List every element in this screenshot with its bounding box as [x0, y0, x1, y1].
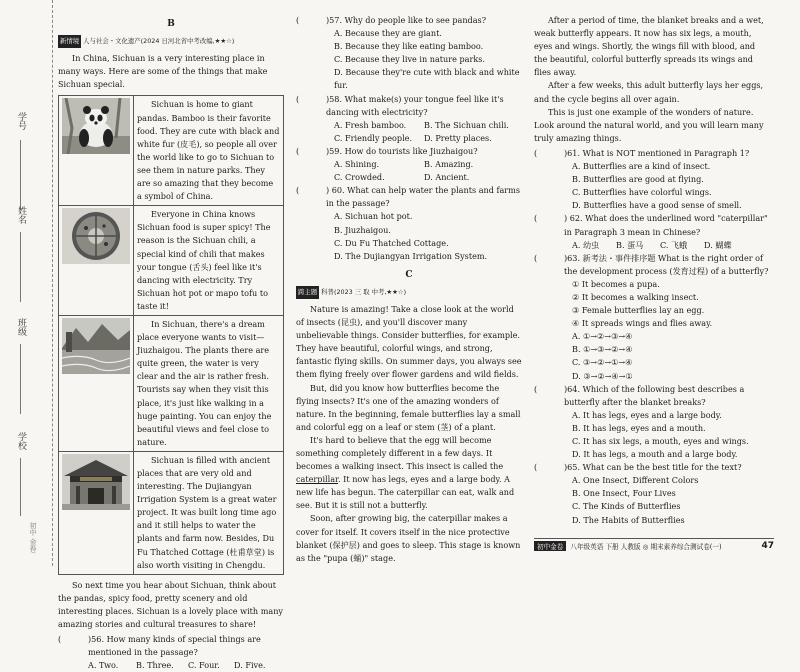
question	[296, 93, 522, 119]
option: B. One Insect, Four Lives	[572, 488, 676, 499]
option: A. Two.	[88, 660, 119, 671]
hotpot-icon	[62, 208, 130, 264]
strip-label-class: 班级	[16, 318, 26, 336]
option: D. Pretty places.	[424, 132, 492, 143]
footer-text: 八年级英语 下册 人教版 ◎ 期末素养综合测试卷(一)	[570, 543, 722, 551]
section-b-intro: In China, Sichuan is a very interesting place in many ways. Here are some of the things that make Sichuan special.	[58, 53, 268, 90]
item-text-food: Everyone in China knows Sichuan food is super spicy! The reason is the Sichuan chili, a special kind of chili that makes your tongue (舌头) feel like it's dancing with electricity. Try Sichuan hot pot or mapo tofu to taste it!	[134, 206, 284, 316]
column-2	[296, 14, 522, 565]
option: A. ①→②→③→④	[572, 331, 633, 342]
option: B. 蛋马	[616, 239, 644, 250]
answer-bracket: (	[296, 185, 310, 196]
option: A. One Insect, Different Colors	[572, 475, 699, 486]
strip-line	[20, 458, 21, 516]
section-c-paragraph-5: After a period of time, the blanket breaks and a wet, weak butterfly appears. It now has six legs, a mouth, eyes and wings. Shortly, the wings fill with blood, and the beautiful, colorful butterfly spreads its wings and flies away.	[534, 15, 764, 78]
question	[534, 461, 770, 474]
question	[296, 145, 522, 158]
option: B. Because they like eating bamboo.	[334, 41, 484, 52]
question	[534, 252, 770, 278]
question	[296, 184, 522, 210]
answer-bracket: (	[534, 462, 548, 473]
question-stem: )58. What make(s) your tongue feel like it's dancing with electricity?	[326, 93, 504, 117]
answer-bracket: (	[534, 252, 548, 263]
option: C. The Kinds of Butterflies	[572, 501, 681, 512]
question	[534, 383, 770, 409]
answer-bracket: (	[534, 383, 548, 394]
answer-bracket: (	[534, 213, 548, 224]
item-text-jiuzhaigou: In Sichuan, there's a dream place everyone wants to visit—Jiuzhaigou. The plants there are quite green, the water is very clear and the air is rather fresh. Tourists say when they visit this place, it's just like walking in a huge painting. You can enjoy the beautiful views and feel close to nature.	[134, 315, 284, 451]
option: B. ①→③→②→④	[572, 344, 633, 355]
option: ② It becomes a walking insect.	[572, 291, 699, 302]
panda-photo	[59, 96, 134, 206]
strip-label-id: 学号	[16, 112, 26, 130]
option: D. Because they're cute with black and white fur.	[334, 67, 520, 91]
option: C. Du Fu Thatched Cottage.	[334, 237, 449, 248]
answer-bracket: (	[296, 15, 310, 25]
option: C. Butterflies have colorful wings.	[572, 187, 712, 198]
sichuan-table	[58, 95, 284, 574]
strip-label-name: 姓名	[16, 206, 26, 224]
option-row	[296, 119, 522, 132]
column-3	[534, 14, 770, 527]
question-stem: )64. Which of the following best describes a butterfly after the blanket breaks?	[564, 383, 745, 407]
question	[534, 147, 770, 160]
section-c-paragraph-2: But, did you know how butterflies become the flying insects? It's one of the amazing wonders of nature. In the beginning, female butterflies lay a small and colorful egg on a leaf or stem (茎) of a plant.	[296, 382, 521, 432]
question-stem: )61. What is NOT mentioned in Paragraph 1?	[564, 147, 750, 158]
option: ③ Female butterflies lay an egg.	[572, 305, 705, 316]
item-text-ancient-places: Sichuan is filled with ancient places that are very old and interesting. The Dujiangyan Irrigation System is a great water project. It was built long time ago and it still helps to water the plants and farm now. Besides, Du Fu Thatched Cottage (杜甫草堂) is also worth visiting in Chengdu.	[134, 451, 284, 574]
option-row	[296, 171, 522, 184]
questions-57-60	[296, 14, 522, 263]
option-row	[296, 158, 522, 171]
section-b-source: 新情境 人与社会・文化遗产(2024 日河北省中考改编,★★☆)	[58, 35, 284, 48]
table-row	[59, 451, 284, 574]
section-c-paragraph-6: After a few weeks, this adult butterfly lays her eggs, and the cycle begins all over again.	[534, 80, 764, 104]
option: B. Butterflies are good at flying.	[572, 174, 704, 185]
footer-brand: 初中金卷	[534, 541, 566, 551]
table-row	[59, 96, 284, 206]
option: C. It has six legs, a mouth, eyes and wings.	[572, 436, 749, 446]
option: C. Because they live in nature parks.	[334, 54, 486, 65]
question-stem: )65. What can be the best title for the text?	[564, 462, 742, 473]
item-text-pandas: Sichuan is home to giant pandas. Bamboo is their favorite food. They are cute with black and white fur (皮毛), so people all over the world like to go to Sichuan to see them in nature parks. They are so amazing that they become a symbol of China.	[134, 96, 284, 206]
option: C. Crowded.	[334, 172, 385, 183]
question	[534, 212, 770, 238]
section-b-title: B	[167, 19, 175, 29]
option: A. Fresh bamboo.	[334, 119, 407, 130]
option: C. Friendly people.	[334, 132, 413, 143]
option: D. The Habits of Butterflies	[572, 514, 685, 525]
underlined-word: caterpillar	[296, 474, 339, 485]
landscape-icon	[62, 318, 130, 374]
option: A. 幼虫	[572, 239, 600, 250]
option: B. The Sichuan chili.	[424, 119, 509, 130]
question-stem: )63. 新考法・事件排序题 What is the right order of the development process (发育过程) of a butterfly?	[564, 252, 769, 276]
answer-bracket: (	[296, 93, 310, 104]
option: A. Sichuan hot pot.	[334, 211, 413, 222]
option: D. It has legs, a mouth and a large body.	[572, 449, 738, 460]
option: ④ It spreads wings and flies away.	[572, 318, 713, 329]
option: D. 蝴蝶	[704, 239, 732, 250]
option: D. Ancient.	[424, 172, 470, 183]
table-row	[59, 206, 284, 316]
questions-61-65	[534, 147, 770, 527]
option: C. Four.	[188, 660, 220, 671]
question-56-options	[58, 659, 284, 672]
cottage-photo	[59, 451, 134, 574]
strip-line	[20, 140, 21, 210]
binding-strip	[0, 0, 53, 566]
option: B. Three.	[136, 660, 174, 671]
section-c-source: 跨主题 科普(2023 三 取 中考,★★☆)	[296, 286, 522, 299]
question	[296, 14, 522, 27]
option: A. Butterflies are a kind of insect.	[572, 161, 711, 172]
panda-icon	[62, 98, 130, 154]
option: D. ③→②→④→①	[572, 370, 633, 381]
question-stem: ) 62. What does the underlined word "caterpillar" in Paragraph 3 mean in Chinese?	[564, 213, 768, 237]
section-c-paragraph-7: This is just one example of the wonders of nature. Look around the natural world, and you will learn many truly amazing things.	[534, 106, 764, 143]
option: C. ③→②→①→④	[572, 357, 633, 368]
option-row	[296, 132, 522, 145]
section-c-paragraph-4: Soon, after growing big, the caterpillar makes a cover for itself. It covers itself in the nice protective blanket (保护层) and goes to sleep. This stage is known as the "pupa (蛹)" stage.	[296, 513, 521, 563]
question-stem: )57. Why do people like to see pandas?	[326, 15, 487, 25]
option: D. The Dujiangyan Irrigation System.	[334, 250, 488, 261]
column-1	[58, 14, 284, 672]
jiuzhaigou-photo	[59, 315, 134, 451]
strip-label-school: 学校	[16, 432, 26, 450]
answer-bracket: (	[296, 145, 310, 156]
option: B. It has legs, eyes and a mouth.	[572, 422, 706, 433]
strip-line	[20, 232, 21, 302]
option: A. Because they are giant.	[334, 28, 442, 39]
section-b-closing: So next time you hear about Sichuan, think about the pandas, spicy food, pretty scenery and old interesting places. Sichuan is a lovely place with many amazing stories and cultural treasures to share!	[58, 579, 283, 630]
option: A. Shining.	[334, 159, 380, 170]
new-context-tag: 新情境	[58, 35, 81, 48]
cottage-icon	[62, 454, 130, 510]
question-stem: )59. How do tourists like Jiuzhaigou?	[326, 145, 478, 156]
section-c-title: C	[405, 269, 413, 280]
cross-topic-tag: 跨主题	[296, 286, 319, 299]
option: ① It becomes a pupa.	[572, 278, 660, 289]
option-row	[534, 239, 770, 252]
strip-brand: 初中 金卷	[29, 522, 37, 553]
option: B. Amazing.	[424, 159, 474, 170]
answer-bracket: (	[534, 147, 548, 158]
answer-bracket: (	[58, 634, 72, 645]
option: D. Butterflies have a good sense of smell.	[572, 200, 742, 211]
option: A. It has legs, eyes and a large body.	[572, 409, 722, 420]
option: C. 飞蛾	[660, 239, 688, 250]
question-stem: ) 60. What can help water the plants and farms in the passage?	[326, 185, 521, 209]
hotpot-photo	[59, 206, 134, 316]
section-c-paragraph-1: Nature is amazing! Take a close look at the world of insects (昆虫), and you'll discover many unbelievable things. Consider butterflies, for example. They have beautiful, colorful wings, and strong, fantastic flying skills. On summer days, you always see them flying freely over flower gardens and wild fields.	[296, 303, 522, 380]
option: B. Jiuzhaigou.	[334, 224, 391, 235]
option: D. Five.	[234, 660, 266, 671]
table-row	[59, 315, 284, 451]
section-c-paragraph-3: It's hard to believe that the egg will become something completely different in a few days. It becomes a walking insect. This insect is called the caterpillar. It now has legs, eyes and a large body. A new life has begun. The caterpillar can eat, walk and see. But it is still not a butterfly.	[296, 434, 515, 511]
question-56: ( )56. How many kinds of special things are mentioned in the passage?	[58, 634, 261, 658]
strip-line	[20, 344, 21, 414]
page-number: 47	[761, 541, 774, 551]
page-footer	[534, 538, 774, 553]
